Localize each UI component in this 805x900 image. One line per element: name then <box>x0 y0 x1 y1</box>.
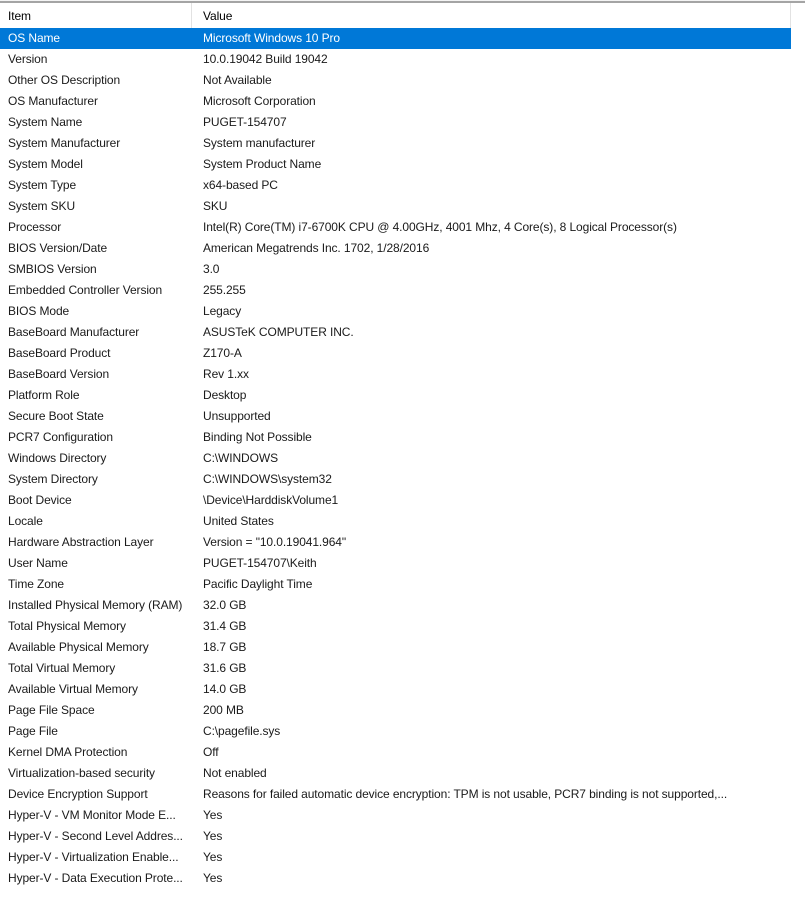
value-cell: ASUSTeK COMPUTER INC. <box>203 325 354 339</box>
value-cell: Intel(R) Core(TM) i7-6700K CPU @ 4.00GHz, 4001 Mhz, 4 Core(s), 8 Logical Processor(s) <box>203 220 677 234</box>
table-row[interactable] <box>0 217 791 238</box>
table-row[interactable] <box>0 805 791 826</box>
value-cell: Not Available <box>203 73 272 87</box>
table-row[interactable] <box>0 616 791 637</box>
value-cell: 3.0 <box>203 262 220 276</box>
value-cell: Yes <box>203 829 223 843</box>
value-cell: C:\WINDOWS\system32 <box>203 472 332 486</box>
item-cell: System Directory <box>8 472 98 486</box>
value-cell: C:\pagefile.sys <box>203 724 281 738</box>
item-cell: Available Virtual Memory <box>8 682 138 696</box>
item-cell: Hyper-V - Data Execution Prote... <box>8 871 183 885</box>
column-header-value-label: Value <box>203 8 233 23</box>
table-row[interactable] <box>0 385 791 406</box>
table-row[interactable] <box>0 490 791 511</box>
table-row[interactable] <box>0 343 791 364</box>
item-cell: Embedded Controller Version <box>8 283 163 297</box>
value-cell: Legacy <box>203 304 242 318</box>
table-row[interactable] <box>0 112 791 133</box>
value-cell: Off <box>203 745 219 759</box>
value-cell: 18.7 GB <box>203 640 247 654</box>
value-cell: Yes <box>203 871 223 885</box>
table-row[interactable] <box>0 763 791 784</box>
item-cell: Version <box>8 52 48 66</box>
item-cell: BaseBoard Product <box>8 346 111 360</box>
item-cell: Processor <box>8 220 62 234</box>
table-row[interactable] <box>0 742 791 763</box>
item-cell: Time Zone <box>8 577 65 591</box>
value-cell: PUGET-154707\Keith <box>203 556 317 570</box>
value-cell: Yes <box>203 808 223 822</box>
item-cell: Kernel DMA Protection <box>8 745 128 759</box>
table-row[interactable] <box>0 511 791 532</box>
item-cell: BIOS Version/Date <box>8 241 108 255</box>
item-cell: System SKU <box>8 199 76 213</box>
table-row[interactable] <box>0 406 791 427</box>
value-cell: 255.255 <box>203 283 246 297</box>
table-row[interactable] <box>0 721 791 742</box>
table-row[interactable] <box>0 280 791 301</box>
value-cell: 14.0 GB <box>203 682 247 696</box>
table-row[interactable] <box>0 595 791 616</box>
value-cell: Pacific Daylight Time <box>203 577 313 591</box>
table-row[interactable] <box>0 574 791 595</box>
item-cell: Platform Role <box>8 388 80 402</box>
value-cell: System manufacturer <box>203 136 316 150</box>
item-cell: Page File <box>8 724 58 738</box>
value-cell: 10.0.19042 Build 19042 <box>203 52 328 66</box>
item-cell: System Name <box>8 115 83 129</box>
table-row[interactable] <box>0 70 791 91</box>
table-row[interactable] <box>0 91 791 112</box>
value-cell: x64-based PC <box>203 178 278 192</box>
value-cell: Microsoft Windows 10 Pro <box>203 31 340 45</box>
table-row[interactable] <box>0 175 791 196</box>
item-cell: OS Name <box>8 31 60 45</box>
table-row[interactable] <box>0 28 791 49</box>
item-cell: Hyper-V - Virtualization Enable... <box>8 850 179 864</box>
value-cell: \Device\HarddiskVolume1 <box>203 493 339 507</box>
item-cell: Secure Boot State <box>8 409 104 423</box>
value-cell: Rev 1.xx <box>203 367 249 381</box>
table-row[interactable] <box>0 826 791 847</box>
item-cell: Hardware Abstraction Layer <box>8 535 154 549</box>
value-cell: PUGET-154707 <box>203 115 287 129</box>
value-cell: United States <box>203 514 274 528</box>
value-cell: Yes <box>203 850 223 864</box>
item-cell: Other OS Description <box>8 73 121 87</box>
table-row[interactable] <box>0 868 791 889</box>
item-cell: BaseBoard Manufacturer <box>8 325 140 339</box>
item-cell: System Manufacturer <box>8 136 121 150</box>
value-cell: System Product Name <box>203 157 322 171</box>
item-cell: Windows Directory <box>8 451 107 465</box>
item-cell: OS Manufacturer <box>8 94 98 108</box>
table-row[interactable] <box>0 847 791 868</box>
item-cell: SMBIOS Version <box>8 262 97 276</box>
value-cell: Binding Not Possible <box>203 430 312 444</box>
table-row[interactable] <box>0 301 791 322</box>
item-cell: Total Physical Memory <box>8 619 126 633</box>
column-header-value[interactable] <box>192 3 791 28</box>
value-cell: Unsupported <box>203 409 271 423</box>
item-cell: PCR7 Configuration <box>8 430 113 444</box>
table-row[interactable] <box>0 322 791 343</box>
table-row[interactable] <box>0 553 791 574</box>
item-cell: System Model <box>8 157 83 171</box>
item-cell: Page File Space <box>8 703 95 717</box>
item-cell: Hyper-V - Second Level Addres... <box>8 829 183 843</box>
item-cell: BaseBoard Version <box>8 367 110 381</box>
column-headers <box>0 3 791 28</box>
table-row[interactable] <box>0 679 791 700</box>
value-cell: Microsoft Corporation <box>203 94 316 108</box>
table-row[interactable] <box>0 364 791 385</box>
value-cell: 31.4 GB <box>203 619 247 633</box>
table-row[interactable] <box>0 133 791 154</box>
item-cell: Installed Physical Memory (RAM) <box>8 598 183 612</box>
value-cell: Z170-A <box>203 346 242 360</box>
item-cell: User Name <box>8 556 68 570</box>
column-header-item-label: Item <box>8 8 31 23</box>
value-cell: 31.6 GB <box>203 661 247 675</box>
item-cell: Device Encryption Support <box>8 787 148 801</box>
value-cell: 32.0 GB <box>203 598 247 612</box>
value-cell: Version = "10.0.19041.964" <box>203 535 347 549</box>
system-summary-list <box>0 3 791 889</box>
value-cell: C:\WINDOWS <box>203 451 278 465</box>
value-cell: Desktop <box>203 388 247 402</box>
value-cell: Not enabled <box>203 766 267 780</box>
value-cell: SKU <box>203 199 228 213</box>
table-row[interactable] <box>0 448 791 469</box>
column-header-item[interactable] <box>0 3 192 28</box>
table-row[interactable] <box>0 469 791 490</box>
table-row[interactable] <box>0 238 791 259</box>
table-rows-container <box>0 28 791 889</box>
item-cell: Total Virtual Memory <box>8 661 116 675</box>
value-cell: American Megatrends Inc. 1702, 1/28/2016 <box>203 241 430 255</box>
item-cell: Boot Device <box>8 493 72 507</box>
value-cell: 200 MB <box>203 703 244 717</box>
table-row[interactable] <box>0 658 791 679</box>
item-cell: Hyper-V - VM Monitor Mode E... <box>8 808 176 822</box>
item-cell: Locale <box>8 514 43 528</box>
item-cell: System Type <box>8 178 77 192</box>
table-row[interactable] <box>0 196 791 217</box>
item-cell: BIOS Mode <box>8 304 70 318</box>
item-cell: Virtualization-based security <box>8 766 155 780</box>
item-cell: Available Physical Memory <box>8 640 149 654</box>
table-row[interactable] <box>0 49 791 70</box>
table-row[interactable] <box>0 784 791 805</box>
table-row[interactable] <box>0 154 791 175</box>
table-row[interactable] <box>0 532 791 553</box>
table-row[interactable] <box>0 700 791 721</box>
value-cell: Reasons for failed automatic device encryption: TPM is not usable, PCR7 binding is not supported,... <box>203 787 728 801</box>
table-row[interactable] <box>0 427 791 448</box>
table-row[interactable] <box>0 259 791 280</box>
table-row[interactable] <box>0 637 791 658</box>
